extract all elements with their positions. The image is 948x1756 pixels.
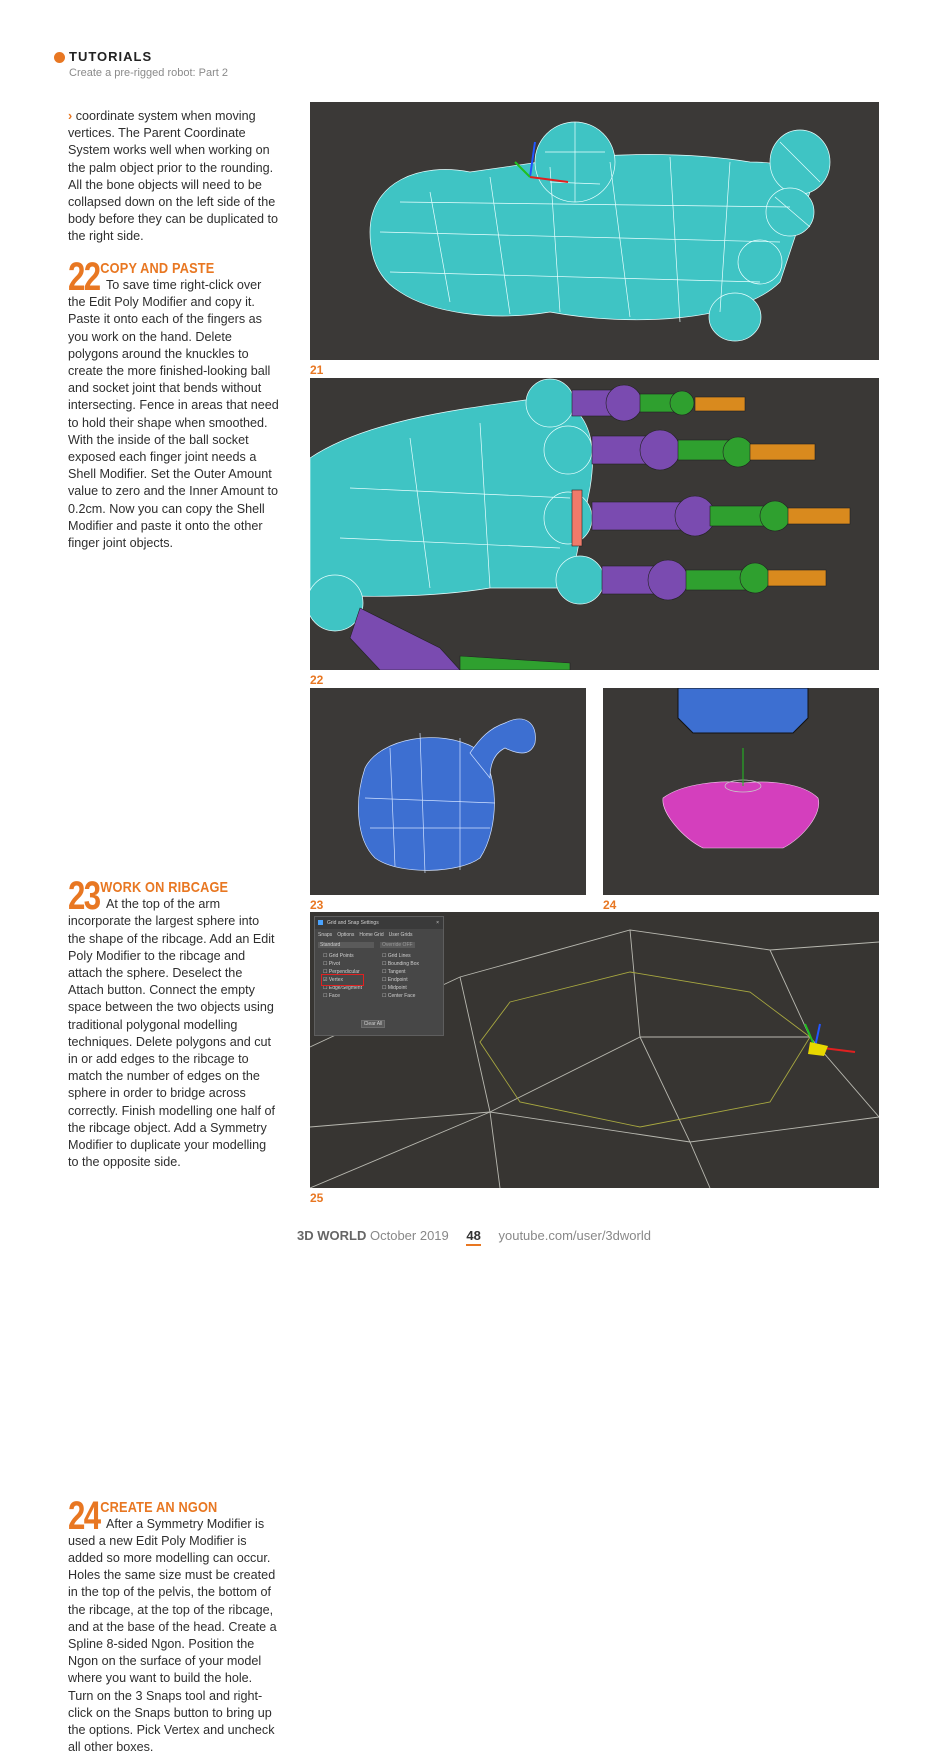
snap-option[interactable]: ☐ Endpoint	[382, 976, 419, 984]
snap-options-grid	[315, 950, 443, 1000]
snap-option[interactable]: ☐ Perpendicular	[323, 968, 362, 976]
snap-option[interactable]: ☐ Tangent	[382, 968, 419, 976]
figure-caption: 25	[310, 1191, 323, 1205]
step-body: To save time right-click over the Edit Poly Modifier and copy it. Paste it onto each of the fingers as you work on the hand. Delete polygons around the knuckles to create the more finished-looking ball and socket joint that bends without intersecting. Fence in areas that need to hold their shape when smoothed. With the inside of the ball socket exposed each finger joint needs a Shell Modifier. Set the Outer Amount value to zero and the Inner Amount to 0.2cm. Now you can copy the Shell Modifier and paste it onto the other finger joint objects.	[68, 278, 279, 550]
tab-options[interactable]: Options	[337, 932, 354, 938]
continue-arrow-icon: ›	[68, 109, 72, 123]
figure-caption: 21	[310, 363, 323, 377]
tab-snaps[interactable]: Snaps	[318, 932, 332, 938]
snap-option-vertex[interactable]: ☑ Vertex	[323, 976, 362, 984]
snap-option[interactable]: ☐ Grid Lines	[382, 952, 419, 960]
dialog-tabs	[315, 929, 443, 938]
dialog-title: Grid and Snap Settings	[327, 920, 379, 926]
figure-23-ribcage-sphere-render	[310, 688, 586, 895]
step-number: 24	[68, 1499, 95, 1533]
step-number: 22	[68, 260, 95, 294]
tab-home-grid[interactable]: Home Grid	[359, 932, 383, 938]
step-number: 23	[68, 879, 95, 913]
snap-option[interactable]: ☐ Edge/Segment	[323, 984, 362, 992]
step-title: CREATE AN NGON	[68, 1499, 248, 1516]
section-label: TUTORIALS	[69, 49, 152, 64]
figure-21-palm-render	[310, 102, 879, 360]
step-body: At the top of the arm incorporate the largest sphere into the shape of the ribcage. Add an Edit Poly Modifier to the ribcage and attach the sphere. Deselect the Attach button. Connect the empty space between the two objects using traditional polygonal modelling techniques. Delete polygons and cut in or add edges to the ribcage to match the number of edges on the sphere in order to bridge across correctly. Finish modelling one half of the ribcage object. Add a Symmetry Modifier to duplicate your modelling to the opposite side.	[68, 897, 275, 1169]
section-dot-icon	[54, 52, 65, 63]
snap-left-column	[323, 952, 362, 1000]
magazine-name: 3D WORLD	[297, 1228, 366, 1243]
step-body: After a Symmetry Modifier is used a new Edit Poly Modifier is added so more modelling can occur. Holes the same size must be created in the top of the pelvis, the bottom of the ribcage, at the top of the ribcage, and at the base of the head. Create a Spline 8-sided Ngon. Position the Ngon on the surface of your model where you want to build the hole. Turn on the 3 Snaps tool and right-click on the Snaps button to bring up the options. Pick Vertex and uncheck all other boxes.	[68, 1517, 277, 1755]
figure-22-finger-bones-render	[310, 378, 879, 670]
close-icon[interactable]: ×	[436, 917, 439, 929]
clear-all-button[interactable]: Clear All	[361, 1020, 385, 1028]
issue-date: October 2019	[370, 1228, 449, 1243]
dialog-preset-row	[315, 938, 443, 950]
step-23	[68, 879, 280, 1171]
app-icon	[318, 920, 323, 925]
article-subtitle: Create a pre-rigged robot: Part 2	[69, 67, 228, 79]
tab-user-grids[interactable]: User Grids	[389, 932, 413, 938]
snap-settings-dialog	[314, 916, 444, 1036]
figure-25-snaps-viewport	[310, 912, 879, 1188]
snap-option[interactable]: ☐ Grid Points	[323, 952, 362, 960]
footer-url[interactable]: youtube.com/user/3dworld	[498, 1228, 650, 1243]
step-24	[68, 1499, 280, 1756]
snap-option[interactable]: ☐ Bounding Box	[382, 960, 419, 968]
figure-caption: 23	[310, 898, 323, 912]
step-22	[68, 260, 280, 552]
figure-caption: 24	[603, 898, 616, 912]
preset-dropdown[interactable]: Standard	[318, 942, 374, 948]
figure-24-ribcage-pelvis-render	[603, 688, 879, 895]
figure-caption: 22	[310, 673, 323, 687]
snap-option[interactable]: ☐ Pivot	[323, 960, 362, 968]
page-number: 48	[466, 1228, 480, 1246]
dialog-titlebar	[315, 917, 443, 929]
step-title: COPY AND PASTE	[68, 260, 248, 277]
page-footer	[0, 1228, 948, 1243]
step-title: WORK ON RIBCAGE	[68, 879, 248, 896]
intro-paragraph	[68, 108, 280, 246]
intro-text: coordinate system when moving vertices. The Parent Coordinate System works well when working on the palm object prior to the rounding. All the bone objects will need to be collapsed down on the left side of the body before they can be duplicated to the right side.	[68, 109, 278, 243]
snap-option[interactable]: ☐ Face	[323, 992, 362, 1000]
snap-right-column	[382, 952, 419, 1000]
snap-option[interactable]: ☐ Midpoint	[382, 984, 419, 992]
override-label: Override OFF	[380, 942, 415, 948]
snap-option[interactable]: ☐ Center Face	[382, 992, 419, 1000]
